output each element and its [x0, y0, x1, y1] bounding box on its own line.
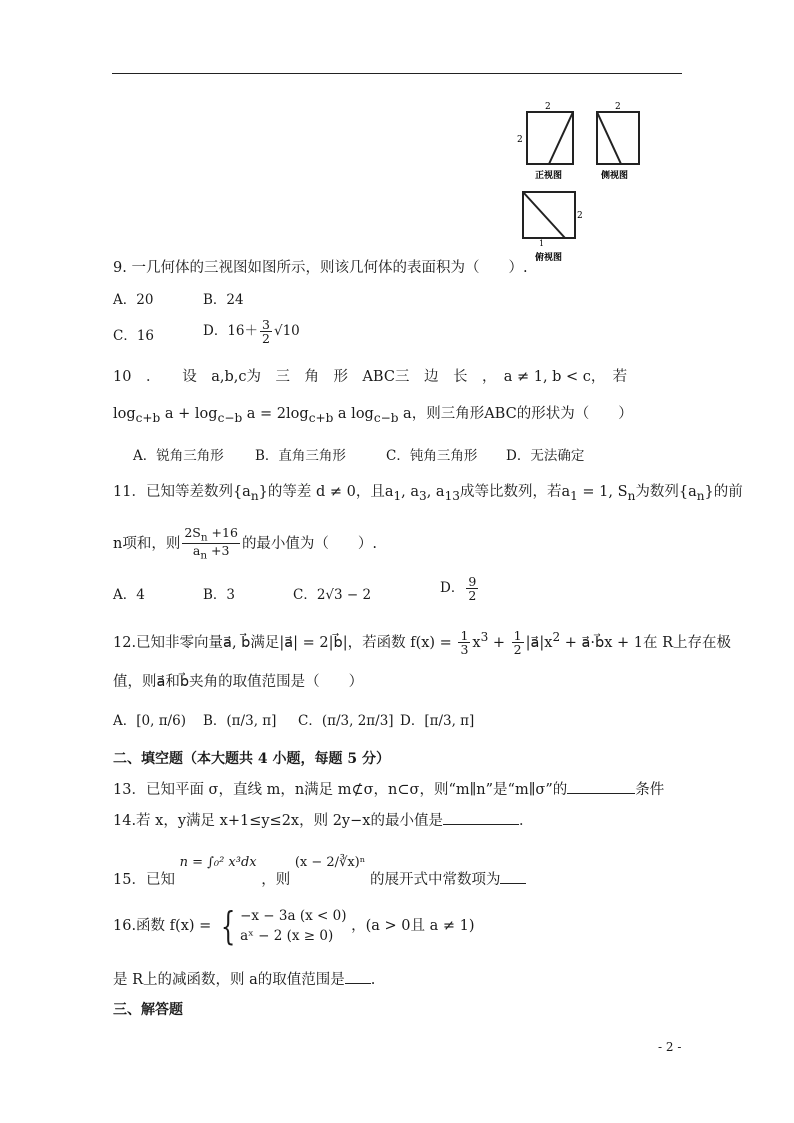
q15-line: [113, 855, 526, 891]
q14-suffix: ．: [518, 813, 534, 829]
q13-suffix: 条件: [635, 782, 665, 798]
q12-prefix: 12.已知非零向量a⃗, b⃗满足|a⃗| = 2|b⃗|，若函数 f(x) =: [113, 634, 457, 651]
q10-line1: 10 ． 设 a,b,c为 三 角 形 ABC三 边 长 ， a ≠ 1, b < c， 若: [113, 369, 628, 385]
q13-text: 13．已知平面 σ，直线 m，n满足 m⊄σ，n⊂σ，则“m∥n”是“m∥σ”的: [113, 782, 568, 798]
q11-suffix: 的最小值为（ ）.: [241, 535, 378, 552]
q11-d-fraction: [466, 575, 478, 602]
q11-option-d: [440, 575, 480, 602]
q12-line1: [113, 627, 731, 656]
q9-stem: 9. 一几何体的三视图如图所示，则该几何体的表面积为（ ）.: [113, 260, 528, 276]
dim-front-height: 2: [517, 135, 523, 145]
q12-f2-den: 2: [513, 642, 522, 658]
q11-option-c: C．2√3 − 2: [293, 587, 372, 603]
q12-option-a: A．[0, π/6): [113, 713, 186, 729]
q12-frac-2: [512, 629, 524, 656]
three-view-figure: [505, 100, 665, 270]
q12-option-b: B．(π/3, π]: [203, 713, 277, 729]
q11-prefix: n项和，则: [113, 535, 181, 552]
q16-piecewise: [216, 906, 347, 946]
dim-front-width: 2: [545, 102, 551, 112]
q15-blank: [500, 883, 526, 884]
q10-line2: $\log_{c+b} a + \log_{c-b} a = 2\log_{c+b}$ a $\log_{c-b} a$，则三角形ABC的形状为（ ）: [113, 406, 633, 425]
q11-d-num: 9: [468, 574, 477, 589]
q11-d-den: 2: [468, 588, 477, 604]
q16-brace: {: [220, 904, 236, 948]
q16-case-2: aˣ − 2 (x ≥ 0): [240, 928, 334, 944]
q12-f2-num: 1: [513, 628, 522, 644]
q11-line1: 11．已知等差数列$\{a_n\}$的等差 d ≠ 0，且$a_1$, $a_3$, $a_{13}$成等比数列，若$a_1 = 1$, $S_n$为数列$\{a_n\}$的前: [113, 484, 743, 503]
q16-suffix: ，(a > 0且 a ≠ 1): [351, 918, 475, 934]
q12-option-d: D．[π/3, π]: [400, 713, 475, 729]
q16-line1: [113, 906, 475, 946]
q12-line2: 值，则a⃗和b⃗夹角的取值范围是（ ）: [113, 674, 364, 690]
q14-text: 14.若 x，y满足 x+1≤y≤2x，则 2y−x的最小值是: [113, 813, 443, 829]
q16-cases: [240, 906, 346, 946]
side-view-label: 侧视图: [601, 171, 629, 181]
q16-line2: [113, 970, 375, 990]
header-rule: [112, 73, 682, 74]
q11-option-a: A．4: [113, 587, 145, 603]
q15-prefix: 15．已知: [113, 872, 175, 888]
front-view-label: 正视图: [535, 171, 563, 181]
q12-option-c: C．(π/3, 2π/3]: [298, 713, 394, 729]
q9-d-prefix: D．16＋: [203, 323, 259, 340]
q9-d-root: √10: [273, 323, 300, 340]
q12-mid: $x^3$ +: [472, 630, 510, 651]
q14-line: [113, 811, 533, 831]
q11-option-b: B．3: [203, 587, 236, 603]
q15-binomial: (x − 2/∛x)ⁿ: [294, 855, 366, 870]
q11-frac-num: $2S_n +16$: [184, 525, 238, 544]
q16-line2-suffix: .: [370, 972, 376, 988]
section-3-heading: 三、解答题: [113, 1002, 183, 1018]
page-number: - 2 -: [658, 1040, 682, 1054]
q16-case-1: −x − 3a (x < 0): [240, 908, 347, 924]
q16-blank: [345, 983, 371, 984]
q12-frac-1: [458, 629, 470, 656]
q10-option-a: A．锐角三角形: [133, 448, 224, 464]
dim-side-width: 2: [615, 102, 621, 112]
q15-mid: ，则: [261, 872, 291, 888]
q10-option-d: D．无法确定: [506, 448, 585, 464]
q11-d-prefix: D．: [440, 580, 465, 597]
side-view: [597, 112, 639, 164]
top-view-label: 俯视图: [535, 253, 563, 263]
q11-line2: [113, 526, 377, 562]
q14-blank: [443, 824, 519, 825]
q13-line: [113, 780, 664, 800]
dim-top-height: 2: [577, 211, 583, 221]
q16-prefix: 16.函数 f(x) =: [113, 918, 212, 934]
dim-top-bottom: 1: [539, 239, 545, 248]
q13-blank: [567, 793, 635, 794]
q9-option-c: C．16: [113, 328, 155, 344]
q16-line2-text: 是 R上的减函数，则 a的取值范围是: [113, 972, 345, 988]
q12-f1-den: 3: [460, 642, 469, 658]
q9-option-b: B．24: [203, 292, 244, 308]
q10-option-c: C．钝角三角形: [386, 448, 478, 464]
q9-option-a: A．20: [113, 292, 154, 308]
q9-d-num: 3: [262, 317, 270, 332]
q9-d-den: 2: [262, 331, 270, 347]
q12-suffix: $|a⃗|x^2$ + a⃗·b⃗x + 1在 R上存在极: [525, 630, 731, 651]
front-view: [527, 112, 573, 164]
q11-frac-den: $a_n +3$: [192, 543, 230, 562]
q10-option-b: B．直角三角形: [255, 448, 346, 464]
q15-integral: n = ∫₀² x³dx: [179, 855, 257, 870]
q15-suffix: 的展开式中常数项为: [369, 872, 501, 888]
top-view: [523, 192, 575, 238]
q12-f1-num: 1: [460, 628, 469, 644]
q9-d-fraction: [260, 318, 272, 345]
q9-option-d: [203, 318, 300, 345]
section-2-heading: 二、填空题（本大题共 4 小题，每题 5 分）: [113, 751, 390, 767]
q11-fraction: [182, 526, 240, 562]
